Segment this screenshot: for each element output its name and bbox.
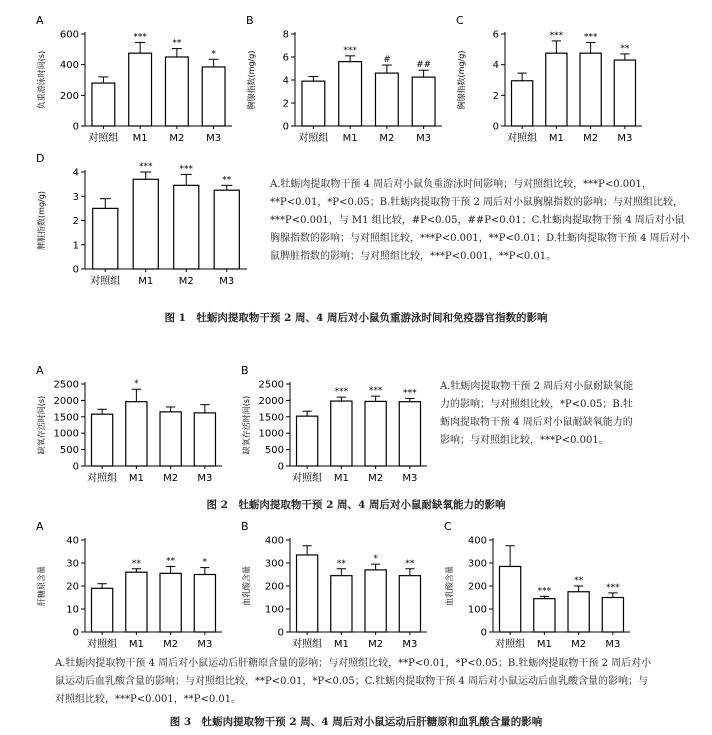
panel-letter: B [241, 520, 249, 533]
y-tick-label: 600 [59, 29, 79, 41]
fig3-caption: 图 3 牡蛎肉提取物干预 2 周、4 周后对小鼠运动后肝糖原和血乳酸含量的影响 [169, 716, 543, 728]
significance-marker: ** [131, 558, 141, 569]
significance-marker: ** [222, 175, 232, 186]
y-tick-label: 0 [72, 121, 79, 133]
y-tick-label: 0 [277, 627, 284, 639]
y-tick-label: 3 [72, 191, 79, 203]
chart-f1d [30, 150, 255, 295]
fig2-note: A.牡蛎肉提取物干预 2 周后对小鼠耐缺氧能力的影响；与对照组比较，*P<0.05；B.牡蛎肉提取物干预 4 周后对小鼠耐缺氧能力的影响；与对照组比较，***P<0.001。 [440, 381, 634, 446]
bar [126, 572, 147, 632]
y-tick-label: 200 [467, 581, 487, 593]
bar [568, 592, 589, 632]
significance-marker: ** [166, 556, 176, 567]
bar [331, 401, 352, 466]
y-tick-label: 20 [66, 581, 79, 593]
y-tick-label: 100 [467, 604, 487, 616]
significance-marker: *** [139, 162, 153, 172]
bar [133, 179, 158, 269]
x-tick-label: M3 [206, 133, 222, 144]
significance-marker: * [373, 554, 378, 565]
significance-marker: *** [179, 164, 193, 175]
chart-f2a [30, 362, 230, 492]
y-tick-label: 10 [66, 604, 79, 616]
bar [92, 414, 113, 466]
panel-letter: A [36, 14, 44, 27]
significance-marker: ## [416, 60, 432, 71]
panel-letter: A [36, 520, 44, 533]
significance-marker: *** [343, 45, 357, 56]
bar [92, 588, 113, 632]
x-tick-label: M3 [219, 276, 235, 287]
bar [412, 77, 435, 126]
chart-f3c [438, 518, 638, 658]
y-axis-label: 胸腺指数(mg/g) [247, 50, 256, 110]
y-tick-label: 400 [264, 535, 284, 547]
chart-f3b [235, 518, 435, 658]
y-axis-label: 胸腺指数(mg/g) [457, 50, 466, 110]
significance-marker: *** [133, 32, 147, 43]
bar [512, 81, 533, 126]
x-tick-label: M3 [197, 473, 213, 484]
y-tick-label: 30 [66, 558, 79, 570]
y-tick-label: 300 [467, 558, 487, 570]
y-tick-label: 0 [72, 627, 79, 639]
x-tick-label: 对照组 [87, 473, 118, 484]
y-tick-label: 2500 [258, 379, 284, 391]
x-tick-label: 对照组 [292, 473, 323, 484]
bar [297, 416, 318, 466]
x-tick-label: M1 [536, 639, 552, 650]
y-tick-label: 400 [59, 60, 79, 72]
panel-letter: C [444, 520, 452, 533]
y-tick-label: 6 [492, 29, 499, 41]
y-axis-label: 缺氧存活时间(s) [242, 395, 251, 455]
chart-f2b [235, 362, 435, 492]
significance-marker: ** [620, 43, 630, 54]
x-tick-label: M1 [333, 473, 349, 484]
y-tick-label: 0 [277, 461, 284, 473]
bar [602, 598, 623, 633]
y-tick-label: 4 [72, 167, 79, 179]
y-tick-label: 2500 [53, 379, 79, 391]
significance-marker: *** [583, 32, 598, 43]
bar [534, 599, 555, 632]
y-axis-label: 脾脏指数(mg/g) [37, 191, 46, 250]
x-tick-label: 对照组 [298, 133, 329, 144]
x-tick-label: M3 [197, 639, 213, 650]
y-tick-label: 0 [72, 461, 79, 473]
y-tick-label: 1000 [258, 428, 284, 440]
x-tick-label: M1 [342, 133, 358, 144]
panel-letter: A [36, 364, 44, 377]
bar [174, 185, 199, 269]
y-tick-label: 1000 [53, 428, 79, 440]
y-tick-label: 2000 [258, 395, 284, 407]
significance-marker: * [211, 49, 216, 60]
bar [194, 575, 215, 633]
bar [399, 402, 420, 466]
fig2-caption: 图 2 牡蛎肉提取物干预 2 周、4 周后对小鼠耐缺氧能力的影响 [206, 499, 506, 511]
x-tick-label: M2 [571, 639, 587, 650]
y-tick-label: 2 [72, 216, 79, 227]
bar [214, 190, 239, 269]
significance-marker: ** [405, 558, 415, 569]
x-tick-label: M3 [617, 133, 633, 144]
bar [331, 576, 352, 632]
x-tick-label: M3 [402, 639, 418, 650]
bar [375, 73, 398, 126]
y-axis-label: 肝糖原含量 [37, 566, 46, 606]
y-tick-label: 500 [59, 445, 79, 457]
fig1-note: A.牡蛎肉提取物干预 4 周后对小鼠负重游泳时间影响；与对照组比较，***P<0.001，**P<0.01，*P<0.05；B.牡蛎肉提取物干预 2 周后对小鼠胸腺指数的影响；与对照组比较，***P<0.001，与 M1 组比较，#P<0.05，##P<0.01；C.牡蛎肉提取物干预 4 周后对小鼠胸腺指数的影响；与对照组比较，***P<0.001，**P<0.01；D.牡蛎肉提取物干预 4 周后对小鼠脾脏指数的影响；与对照组比较，***P<0.001，**P<0.01。 [270, 179, 690, 262]
bar [302, 81, 325, 126]
x-tick-label: M1 [132, 133, 148, 144]
y-tick-label: 2000 [53, 395, 79, 407]
bar [365, 570, 386, 632]
bar [339, 62, 362, 126]
bar [129, 53, 152, 126]
chart-f1c [450, 12, 650, 152]
y-tick-label: 8 [282, 29, 289, 41]
significance-marker: *** [549, 30, 564, 41]
x-tick-label: M1 [333, 639, 349, 650]
y-tick-label: 1500 [258, 412, 284, 424]
bar [500, 566, 521, 632]
y-axis-label: 血乳酸含量 [242, 566, 251, 606]
significance-marker: * [202, 557, 208, 568]
x-tick-label: M2 [169, 133, 185, 144]
bar [546, 53, 567, 126]
y-tick-label: 4 [492, 60, 499, 72]
fig3-note: A.牡蛎肉提取物干预 4 周后对小鼠运动后肝糖原含量的影响；与对照组比较，**P<0.01，*P<0.05；B.牡蛎肉提取物干预 2 周后对小鼠运动后血乳酸含量的影响；与对照组比较，**P<0.01，*P<0.05；C.牡蛎肉提取物干预 4 周后对小鼠运动后血乳酸含量的影响；与对照组比较，***P<0.001，**P<0.01。 [55, 658, 652, 705]
bar [92, 83, 115, 126]
bar [202, 67, 225, 126]
x-tick-label: M2 [178, 276, 194, 287]
y-tick-label: 1 [72, 240, 79, 252]
bar [365, 401, 386, 466]
panel-letter: C [456, 14, 464, 27]
y-tick-label: 200 [264, 581, 284, 593]
y-tick-label: 0 [480, 627, 487, 639]
x-tick-label: M3 [402, 473, 418, 484]
x-tick-label: M3 [416, 133, 432, 144]
x-tick-label: M2 [379, 133, 395, 144]
y-tick-label: 0 [492, 121, 499, 133]
chart-f1b [240, 12, 450, 152]
y-axis-label: 负重游泳时间(s) [37, 50, 46, 110]
y-tick-label: 400 [467, 535, 487, 547]
significance-marker: ** [336, 558, 346, 569]
y-tick-label: 2 [282, 98, 289, 110]
significance-marker: # [383, 55, 391, 66]
panel-letter: B [246, 14, 254, 27]
chart-f1a [30, 12, 240, 152]
bar [614, 60, 635, 126]
x-tick-label: M2 [163, 639, 179, 650]
x-tick-label: 对照组 [90, 276, 121, 287]
significance-marker: ** [172, 38, 182, 49]
y-tick-label: 2 [492, 90, 499, 102]
x-tick-label: M1 [548, 133, 564, 144]
x-tick-label: 对照组 [87, 639, 118, 650]
y-tick-label: 300 [264, 558, 284, 570]
y-tick-label: 100 [264, 604, 284, 616]
significance-marker: *** [606, 582, 620, 593]
x-tick-label: M2 [368, 473, 384, 484]
bar [165, 57, 188, 126]
y-tick-label: 1500 [53, 412, 79, 424]
x-tick-label: M1 [138, 276, 154, 287]
bar [297, 555, 318, 632]
bar [93, 208, 118, 269]
significance-marker: * [134, 379, 139, 390]
y-axis-label: 血乳酸含量 [445, 566, 454, 606]
x-tick-label: 对照组 [88, 133, 119, 144]
significance-marker: *** [334, 387, 349, 398]
x-tick-label: M2 [163, 473, 179, 484]
y-tick-label: 6 [282, 52, 289, 64]
y-axis-label: 缺氧存活时间(s) [37, 395, 46, 455]
x-tick-label: M2 [368, 639, 384, 650]
bar [160, 573, 181, 632]
significance-marker: *** [537, 586, 552, 597]
x-tick-label: 对照组 [495, 639, 526, 650]
x-tick-label: 对照组 [507, 133, 538, 144]
significance-marker: *** [403, 388, 417, 399]
x-tick-label: M1 [128, 639, 144, 650]
y-tick-label: 0 [282, 121, 289, 133]
bar [194, 413, 215, 466]
panel-letter: D [36, 152, 45, 165]
y-tick-label: 40 [66, 535, 79, 547]
y-tick-label: 200 [59, 90, 79, 102]
x-tick-label: 对照组 [292, 639, 323, 650]
x-tick-label: M1 [128, 473, 144, 484]
x-tick-label: M2 [583, 133, 599, 144]
y-tick-label: 0 [72, 264, 79, 276]
bar [160, 412, 181, 466]
bar [399, 576, 420, 632]
panel-letter: B [241, 364, 249, 377]
y-tick-label: 4 [282, 75, 289, 87]
chart-f3a [30, 518, 230, 658]
significance-marker: ** [574, 576, 584, 586]
significance-marker: *** [368, 386, 383, 397]
y-tick-label: 500 [264, 445, 284, 457]
fig1-caption: 图 1 牡蛎肉提取物干预 2 周、4 周后对小鼠负重游泳时间和免疫器官指数的影响 [164, 312, 548, 324]
bar [126, 402, 147, 466]
x-tick-label: M3 [605, 639, 621, 650]
bar [580, 53, 601, 126]
